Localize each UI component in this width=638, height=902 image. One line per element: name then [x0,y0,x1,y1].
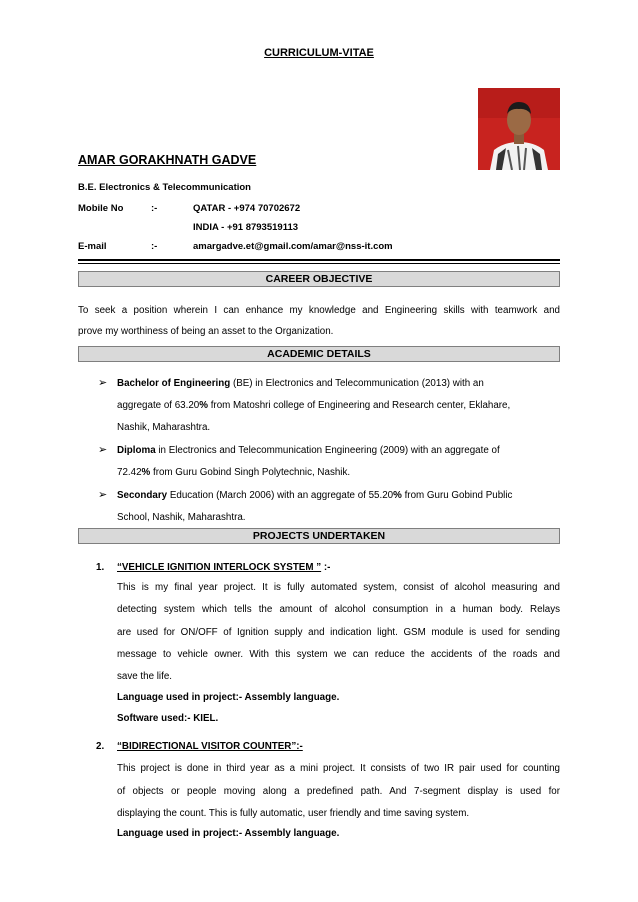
profile-photo [478,88,560,170]
mobile-qatar: QATAR - +974 70702672 [193,203,301,214]
project-1-title-row [117,562,330,573]
header-divider [78,259,560,264]
arrow-bullet-icon: ➢ [98,377,108,389]
diploma-line-1: Diploma in Electronics and Telecommunication Engineering (2009) with an aggregate of [117,445,500,456]
project-1-line-5: save the life. [117,671,173,682]
career-line-2: prove my worthiness of being an asset to the Organization. [78,326,334,337]
project-1-line-3: are used for ON/OFF of Ignition supply and indication light. GSM module is used for sending [117,627,560,638]
arrow-bullet-icon: ➢ [98,489,108,501]
project-1-title: “VEHICLE IGNITION INTERLOCK SYSTEM ” [117,562,322,573]
project-2-language: Language used in project:- Assembly language. [117,828,340,839]
secondary-line-1: Secondary Education (March 2006) with an aggregate of 55.20% from Guru Gobind Public [117,490,513,501]
academic-details-heading: ACADEMIC DETAILS [78,346,560,362]
email-address[interactable]: amargadve.et@gmail.com/amar@nss-it.com [193,241,393,252]
be-line-1: Bachelor of Engineering (BE) in Electronics and Telecommunication (2013) with an [117,378,484,389]
career-objective-heading: CAREER OBJECTIVE [78,271,560,287]
document-title: CURRICULUM-VITAE [264,47,374,59]
project-2-line-1: This project is done in third year as a mini project. It consists of two IR pair used for counting [117,763,560,774]
project-2-line-3: displaying the count. This is fully automatic, user friendly and time saving system. [117,808,470,819]
project-2-number: 2. [96,741,105,752]
career-line-1: To seek a position wherein I can enhance my knowledge and Engineering skills with teamwork and [78,305,560,316]
mobile-india: INDIA - +91 8793519113 [193,222,299,233]
be-line-3: Nashik, Maharashtra. [117,422,211,433]
be-line-2: aggregate of 63.20% from Matoshri college of Engineering and Research center, Eklahare, [117,400,511,411]
email-label: E-mail [78,241,107,252]
project-2-title: “BIDIRECTIONAL VISITOR COUNTER”:- [117,741,303,752]
projects-heading: PROJECTS UNDERTAKEN [78,528,560,544]
email-separator: :- [151,241,158,252]
degree: B.E. Electronics & Telecommunication [78,182,251,193]
candidate-name: AMAR GORAKHNATH GADVE [78,153,257,167]
project-1-software: Software used:- KIEL. [117,713,219,724]
project-1-line-1: This is my final year project. It is fully automated system, consist of alcohol measuring and [117,582,560,593]
project-1-language: Language used in project:- Assembly language. [117,692,340,703]
project-2-line-2: of objects or people moving along a predefined path. And 7-segment display is used for [117,786,560,797]
project-1-line-4: message to vehicle owner. With this system we can reduce the accidents of the roads and [117,649,560,660]
mobile-label: Mobile No [78,203,124,214]
secondary-line-2: School, Nashik, Maharashtra. [117,512,246,523]
project-1-line-2: detecting system which tells the amount of alcohol consumption in a human body. Relays [117,604,560,615]
project-1-number: 1. [96,562,105,573]
mobile-separator: :- [151,203,158,214]
project-1-title-suffix: :- [321,562,331,573]
diploma-line-2: 72.42% from Guru Gobind Singh Polytechnic, Nashik. [117,467,351,478]
career-objective-text [78,300,560,342]
arrow-bullet-icon: ➢ [98,444,108,456]
